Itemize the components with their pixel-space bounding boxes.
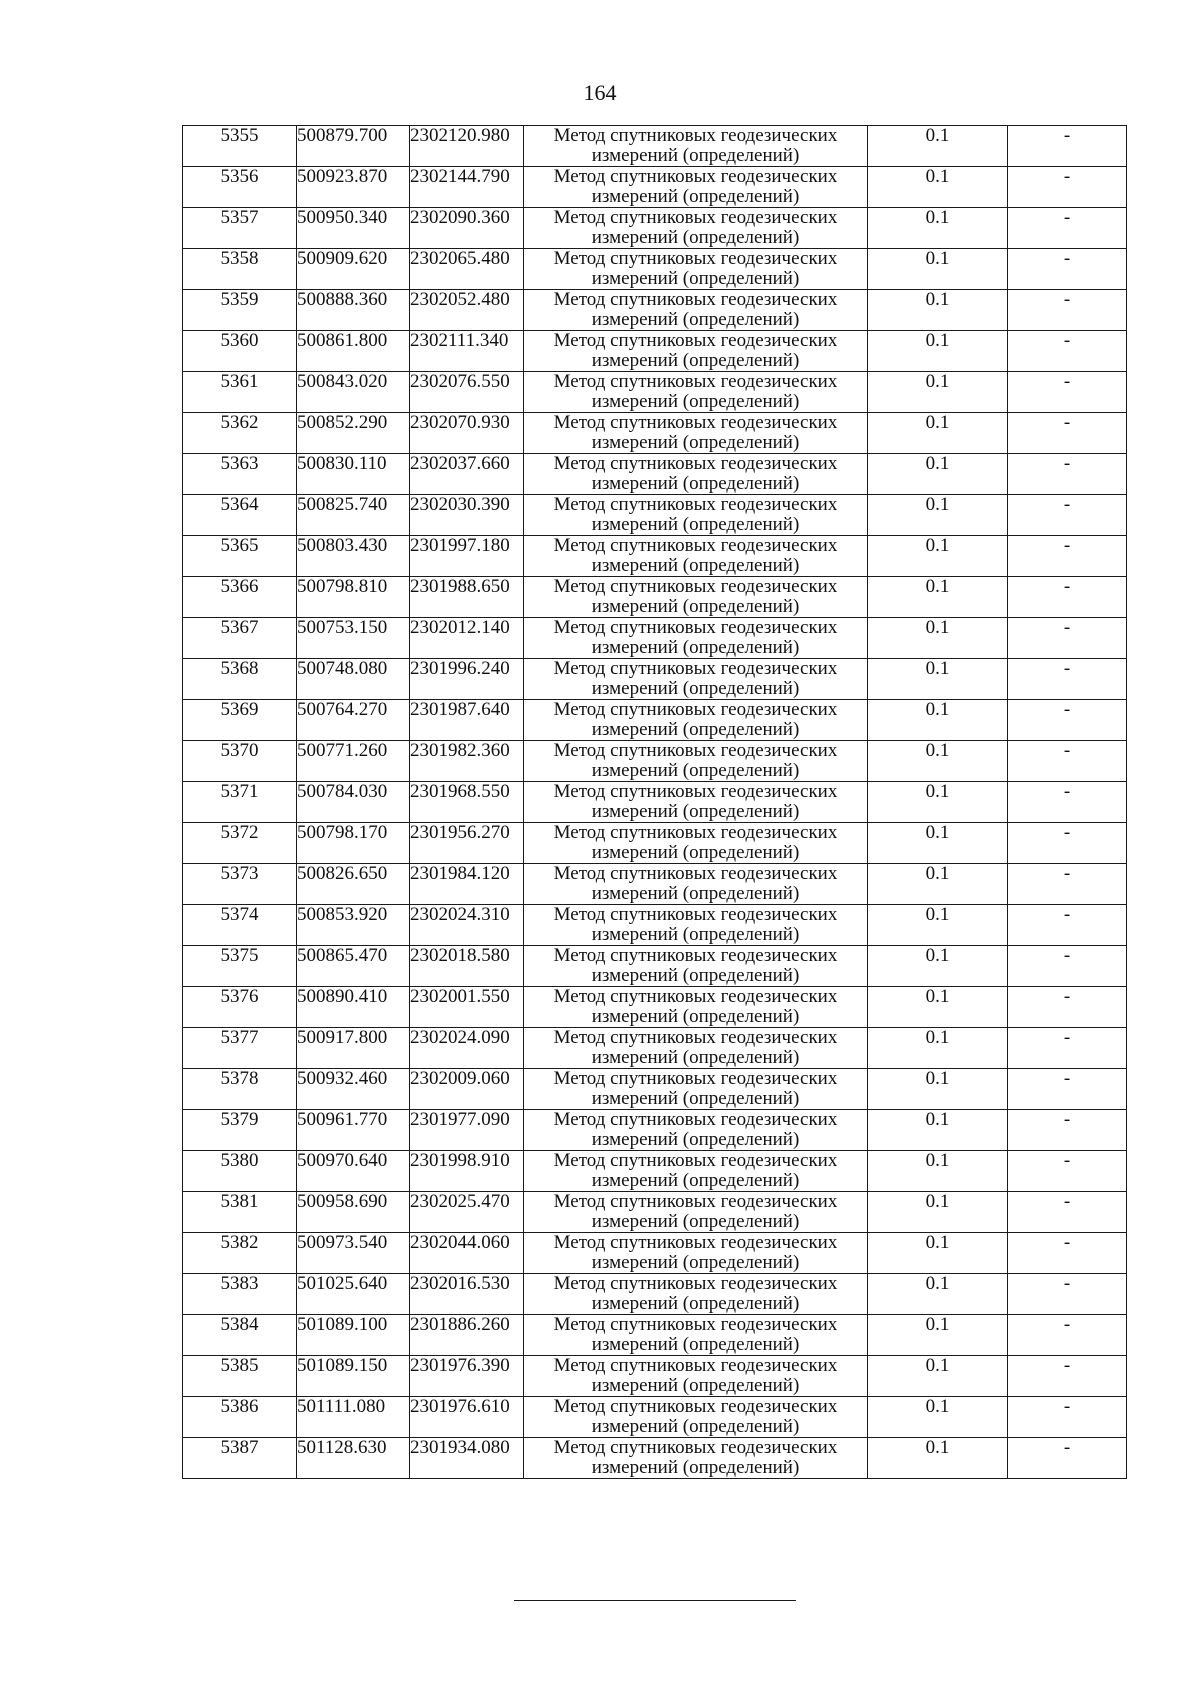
method-cell: Метод спутниковых геодезических измерений (определений) <box>524 1110 868 1151</box>
method-cell: Метод спутниковых геодезических измерений (определений) <box>524 372 868 413</box>
point-number-cell: 5379 <box>183 1110 297 1151</box>
x-coordinate-cell: 500753.150 <box>297 618 410 659</box>
point-number-cell: 5359 <box>183 290 297 331</box>
x-coordinate-cell: 500970.640 <box>297 1151 410 1192</box>
method-cell: Метод спутниковых геодезических измерений (определений) <box>524 413 868 454</box>
point-number-cell: 5377 <box>183 1028 297 1069</box>
accuracy-cell: 0.1 <box>868 659 1008 700</box>
y-coordinate-cell: 2302037.660 <box>410 454 524 495</box>
description-cell: - <box>1008 249 1127 290</box>
accuracy-cell: 0.1 <box>868 1192 1008 1233</box>
point-number-cell: 5383 <box>183 1274 297 1315</box>
accuracy-cell: 0.1 <box>868 618 1008 659</box>
x-coordinate-cell: 500771.260 <box>297 741 410 782</box>
point-number-cell: 5367 <box>183 618 297 659</box>
table-row <box>183 126 1127 167</box>
y-coordinate-cell: 2302009.060 <box>410 1069 524 1110</box>
point-number-cell: 5370 <box>183 741 297 782</box>
page-number: 164 <box>583 80 617 105</box>
coordinates-table <box>182 125 1127 1479</box>
description-cell: - <box>1008 1110 1127 1151</box>
x-coordinate-cell: 500890.410 <box>297 987 410 1028</box>
x-coordinate-cell: 500950.340 <box>297 208 410 249</box>
point-number-cell: 5380 <box>183 1151 297 1192</box>
point-number-cell: 5374 <box>183 905 297 946</box>
accuracy-cell: 0.1 <box>868 1356 1008 1397</box>
accuracy-cell: 0.1 <box>868 413 1008 454</box>
description-cell: - <box>1008 905 1127 946</box>
y-coordinate-cell: 2301968.550 <box>410 782 524 823</box>
point-number-cell: 5387 <box>183 1438 297 1479</box>
y-coordinate-cell: 2302025.470 <box>410 1192 524 1233</box>
accuracy-cell: 0.1 <box>868 126 1008 167</box>
accuracy-cell: 0.1 <box>868 1315 1008 1356</box>
point-number-cell: 5369 <box>183 700 297 741</box>
table-row <box>183 1274 1127 1315</box>
table-row <box>183 946 1127 987</box>
table-row <box>183 454 1127 495</box>
y-coordinate-cell: 2302001.550 <box>410 987 524 1028</box>
x-coordinate-cell: 500798.170 <box>297 823 410 864</box>
x-coordinate-cell: 500879.700 <box>297 126 410 167</box>
description-cell: - <box>1008 1274 1127 1315</box>
accuracy-cell: 0.1 <box>868 700 1008 741</box>
method-cell: Метод спутниковых геодезических измерений (определений) <box>524 495 868 536</box>
y-coordinate-cell: 2301982.360 <box>410 741 524 782</box>
description-cell: - <box>1008 413 1127 454</box>
table-row <box>183 1028 1127 1069</box>
bottom-rule <box>514 1600 796 1601</box>
description-cell: - <box>1008 741 1127 782</box>
method-cell: Метод спутниковых геодезических измерений (определений) <box>524 1315 868 1356</box>
point-number-cell: 5364 <box>183 495 297 536</box>
method-cell: Метод спутниковых геодезических измерений (определений) <box>524 741 868 782</box>
description-cell: - <box>1008 782 1127 823</box>
method-cell: Метод спутниковых геодезических измерений (определений) <box>524 1438 868 1479</box>
method-cell: Метод спутниковых геодезических измерений (определений) <box>524 331 868 372</box>
accuracy-cell: 0.1 <box>868 864 1008 905</box>
accuracy-cell: 0.1 <box>868 495 1008 536</box>
accuracy-cell: 0.1 <box>868 782 1008 823</box>
point-number-cell: 5366 <box>183 577 297 618</box>
table-row <box>183 618 1127 659</box>
method-cell: Метод спутниковых геодезических измерений (определений) <box>524 536 868 577</box>
description-cell: - <box>1008 331 1127 372</box>
description-cell: - <box>1008 1233 1127 1274</box>
accuracy-cell: 0.1 <box>868 1233 1008 1274</box>
x-coordinate-cell: 500917.800 <box>297 1028 410 1069</box>
method-cell: Метод спутниковых геодезических измерений (определений) <box>524 905 868 946</box>
y-coordinate-cell: 2301987.640 <box>410 700 524 741</box>
y-coordinate-cell: 2301997.180 <box>410 536 524 577</box>
description-cell: - <box>1008 659 1127 700</box>
x-coordinate-cell: 500961.770 <box>297 1110 410 1151</box>
y-coordinate-cell: 2302024.090 <box>410 1028 524 1069</box>
y-coordinate-cell: 2301977.090 <box>410 1110 524 1151</box>
table-row <box>183 249 1127 290</box>
table-row <box>183 823 1127 864</box>
table-row <box>183 1192 1127 1233</box>
accuracy-cell: 0.1 <box>868 1110 1008 1151</box>
accuracy-cell: 0.1 <box>868 249 1008 290</box>
y-coordinate-cell: 2302052.480 <box>410 290 524 331</box>
x-coordinate-cell: 501025.640 <box>297 1274 410 1315</box>
method-cell: Метод спутниковых геодезических измерений (определений) <box>524 1028 868 1069</box>
table-row <box>183 208 1127 249</box>
y-coordinate-cell: 2301976.390 <box>410 1356 524 1397</box>
y-coordinate-cell: 2302144.790 <box>410 167 524 208</box>
y-coordinate-cell: 2301976.610 <box>410 1397 524 1438</box>
method-cell: Метод спутниковых геодезических измерений (определений) <box>524 1356 868 1397</box>
x-coordinate-cell: 500798.810 <box>297 577 410 618</box>
y-coordinate-cell: 2301998.910 <box>410 1151 524 1192</box>
method-cell: Метод спутниковых геодезических измерений (определений) <box>524 823 868 864</box>
y-coordinate-cell: 2302018.580 <box>410 946 524 987</box>
x-coordinate-cell: 500825.740 <box>297 495 410 536</box>
description-cell: - <box>1008 495 1127 536</box>
description-cell: - <box>1008 618 1127 659</box>
method-cell: Метод спутниковых геодезических измерений (определений) <box>524 987 868 1028</box>
method-cell: Метод спутниковых геодезических измерений (определений) <box>524 618 868 659</box>
x-coordinate-cell: 500923.870 <box>297 167 410 208</box>
method-cell: Метод спутниковых геодезических измерений (определений) <box>524 208 868 249</box>
description-cell: - <box>1008 1315 1127 1356</box>
accuracy-cell: 0.1 <box>868 1028 1008 1069</box>
table-row <box>183 290 1127 331</box>
method-cell: Метод спутниковых геодезических измерений (определений) <box>524 864 868 905</box>
accuracy-cell: 0.1 <box>868 331 1008 372</box>
description-cell: - <box>1008 946 1127 987</box>
coordinates-table-body <box>183 126 1127 1479</box>
table-row <box>183 536 1127 577</box>
table-row <box>183 782 1127 823</box>
table-row <box>183 1069 1127 1110</box>
point-number-cell: 5384 <box>183 1315 297 1356</box>
method-cell: Метод спутниковых геодезических измерений (определений) <box>524 700 868 741</box>
y-coordinate-cell: 2302030.390 <box>410 495 524 536</box>
y-coordinate-cell: 2302012.140 <box>410 618 524 659</box>
table-row <box>183 987 1127 1028</box>
y-coordinate-cell: 2302090.360 <box>410 208 524 249</box>
y-coordinate-cell: 2301956.270 <box>410 823 524 864</box>
y-coordinate-cell: 2302044.060 <box>410 1233 524 1274</box>
table-row <box>183 741 1127 782</box>
description-cell: - <box>1008 1356 1127 1397</box>
method-cell: Метод спутниковых геодезических измерений (определений) <box>524 1151 868 1192</box>
method-cell: Метод спутниковых геодезических измерений (определений) <box>524 659 868 700</box>
point-number-cell: 5371 <box>183 782 297 823</box>
point-number-cell: 5385 <box>183 1356 297 1397</box>
x-coordinate-cell: 500909.620 <box>297 249 410 290</box>
method-cell: Метод спутниковых геодезических измерений (определений) <box>524 1233 868 1274</box>
method-cell: Метод спутниковых геодезических измерений (определений) <box>524 290 868 331</box>
description-cell: - <box>1008 864 1127 905</box>
accuracy-cell: 0.1 <box>868 823 1008 864</box>
y-coordinate-cell: 2302016.530 <box>410 1274 524 1315</box>
x-coordinate-cell: 500932.460 <box>297 1069 410 1110</box>
method-cell: Метод спутниковых геодезических измерений (определений) <box>524 126 868 167</box>
method-cell: Метод спутниковых геодезических измерений (определений) <box>524 249 868 290</box>
table-row <box>183 1315 1127 1356</box>
table-row <box>183 372 1127 413</box>
point-number-cell: 5357 <box>183 208 297 249</box>
y-coordinate-cell: 2301996.240 <box>410 659 524 700</box>
point-number-cell: 5355 <box>183 126 297 167</box>
description-cell: - <box>1008 372 1127 413</box>
x-coordinate-cell: 500830.110 <box>297 454 410 495</box>
table-row <box>183 1151 1127 1192</box>
x-coordinate-cell: 500748.080 <box>297 659 410 700</box>
table-row <box>183 413 1127 454</box>
point-number-cell: 5375 <box>183 946 297 987</box>
accuracy-cell: 0.1 <box>868 454 1008 495</box>
description-cell: - <box>1008 987 1127 1028</box>
y-coordinate-cell: 2301886.260 <box>410 1315 524 1356</box>
x-coordinate-cell: 501111.080 <box>297 1397 410 1438</box>
y-coordinate-cell: 2302111.340 <box>410 331 524 372</box>
y-coordinate-cell: 2302065.480 <box>410 249 524 290</box>
table-row <box>183 905 1127 946</box>
x-coordinate-cell: 501089.100 <box>297 1315 410 1356</box>
x-coordinate-cell: 500852.290 <box>297 413 410 454</box>
table-row <box>183 577 1127 618</box>
point-number-cell: 5372 <box>183 823 297 864</box>
method-cell: Метод спутниковых геодезических измерений (определений) <box>524 167 868 208</box>
accuracy-cell: 0.1 <box>868 987 1008 1028</box>
method-cell: Метод спутниковых геодезических измерений (определений) <box>524 946 868 987</box>
accuracy-cell: 0.1 <box>868 1438 1008 1479</box>
point-number-cell: 5378 <box>183 1069 297 1110</box>
x-coordinate-cell: 501128.630 <box>297 1438 410 1479</box>
accuracy-cell: 0.1 <box>868 208 1008 249</box>
table-row <box>183 1110 1127 1151</box>
point-number-cell: 5382 <box>183 1233 297 1274</box>
x-coordinate-cell: 500973.540 <box>297 1233 410 1274</box>
x-coordinate-cell: 500958.690 <box>297 1192 410 1233</box>
point-number-cell: 5386 <box>183 1397 297 1438</box>
description-cell: - <box>1008 577 1127 618</box>
table-row <box>183 1233 1127 1274</box>
point-number-cell: 5368 <box>183 659 297 700</box>
accuracy-cell: 0.1 <box>868 741 1008 782</box>
x-coordinate-cell: 500888.360 <box>297 290 410 331</box>
x-coordinate-cell: 501089.150 <box>297 1356 410 1397</box>
description-cell: - <box>1008 1397 1127 1438</box>
table-row <box>183 1397 1127 1438</box>
accuracy-cell: 0.1 <box>868 1274 1008 1315</box>
description-cell: - <box>1008 1028 1127 1069</box>
description-cell: - <box>1008 290 1127 331</box>
point-number-cell: 5365 <box>183 536 297 577</box>
y-coordinate-cell: 2302070.930 <box>410 413 524 454</box>
description-cell: - <box>1008 167 1127 208</box>
accuracy-cell: 0.1 <box>868 290 1008 331</box>
description-cell: - <box>1008 1192 1127 1233</box>
description-cell: - <box>1008 454 1127 495</box>
description-cell: - <box>1008 823 1127 864</box>
description-cell: - <box>1008 536 1127 577</box>
x-coordinate-cell: 500865.470 <box>297 946 410 987</box>
accuracy-cell: 0.1 <box>868 372 1008 413</box>
x-coordinate-cell: 500861.800 <box>297 331 410 372</box>
y-coordinate-cell: 2302120.980 <box>410 126 524 167</box>
method-cell: Метод спутниковых геодезических измерений (определений) <box>524 1069 868 1110</box>
method-cell: Метод спутниковых геодезических измерений (определений) <box>524 1397 868 1438</box>
accuracy-cell: 0.1 <box>868 577 1008 618</box>
accuracy-cell: 0.1 <box>868 1151 1008 1192</box>
accuracy-cell: 0.1 <box>868 1397 1008 1438</box>
accuracy-cell: 0.1 <box>868 1069 1008 1110</box>
point-number-cell: 5376 <box>183 987 297 1028</box>
description-cell: - <box>1008 1438 1127 1479</box>
x-coordinate-cell: 500784.030 <box>297 782 410 823</box>
method-cell: Метод спутниковых геодезических измерений (определений) <box>524 1192 868 1233</box>
table-row <box>183 167 1127 208</box>
description-cell: - <box>1008 1069 1127 1110</box>
point-number-cell: 5360 <box>183 331 297 372</box>
point-number-cell: 5358 <box>183 249 297 290</box>
y-coordinate-cell: 2301988.650 <box>410 577 524 618</box>
method-cell: Метод спутниковых геодезических измерений (определений) <box>524 1274 868 1315</box>
table-row <box>183 495 1127 536</box>
x-coordinate-cell: 500764.270 <box>297 700 410 741</box>
point-number-cell: 5373 <box>183 864 297 905</box>
y-coordinate-cell: 2302076.550 <box>410 372 524 413</box>
point-number-cell: 5356 <box>183 167 297 208</box>
table-row <box>183 331 1127 372</box>
point-number-cell: 5362 <box>183 413 297 454</box>
accuracy-cell: 0.1 <box>868 946 1008 987</box>
point-number-cell: 5381 <box>183 1192 297 1233</box>
y-coordinate-cell: 2302024.310 <box>410 905 524 946</box>
y-coordinate-cell: 2301934.080 <box>410 1438 524 1479</box>
x-coordinate-cell: 500803.430 <box>297 536 410 577</box>
point-number-cell: 5361 <box>183 372 297 413</box>
y-coordinate-cell: 2301984.120 <box>410 864 524 905</box>
table-row <box>183 659 1127 700</box>
method-cell: Метод спутниковых геодезических измерений (определений) <box>524 454 868 495</box>
x-coordinate-cell: 500826.650 <box>297 864 410 905</box>
accuracy-cell: 0.1 <box>868 905 1008 946</box>
point-number-cell: 5363 <box>183 454 297 495</box>
method-cell: Метод спутниковых геодезических измерений (определений) <box>524 782 868 823</box>
table-row <box>183 700 1127 741</box>
table-row <box>183 1356 1127 1397</box>
accuracy-cell: 0.1 <box>868 167 1008 208</box>
description-cell: - <box>1008 126 1127 167</box>
description-cell: - <box>1008 700 1127 741</box>
method-cell: Метод спутниковых геодезических измерений (определений) <box>524 577 868 618</box>
description-cell: - <box>1008 208 1127 249</box>
description-cell: - <box>1008 1151 1127 1192</box>
x-coordinate-cell: 500843.020 <box>297 372 410 413</box>
accuracy-cell: 0.1 <box>868 536 1008 577</box>
x-coordinate-cell: 500853.920 <box>297 905 410 946</box>
table-row <box>183 1438 1127 1479</box>
table-row <box>183 864 1127 905</box>
